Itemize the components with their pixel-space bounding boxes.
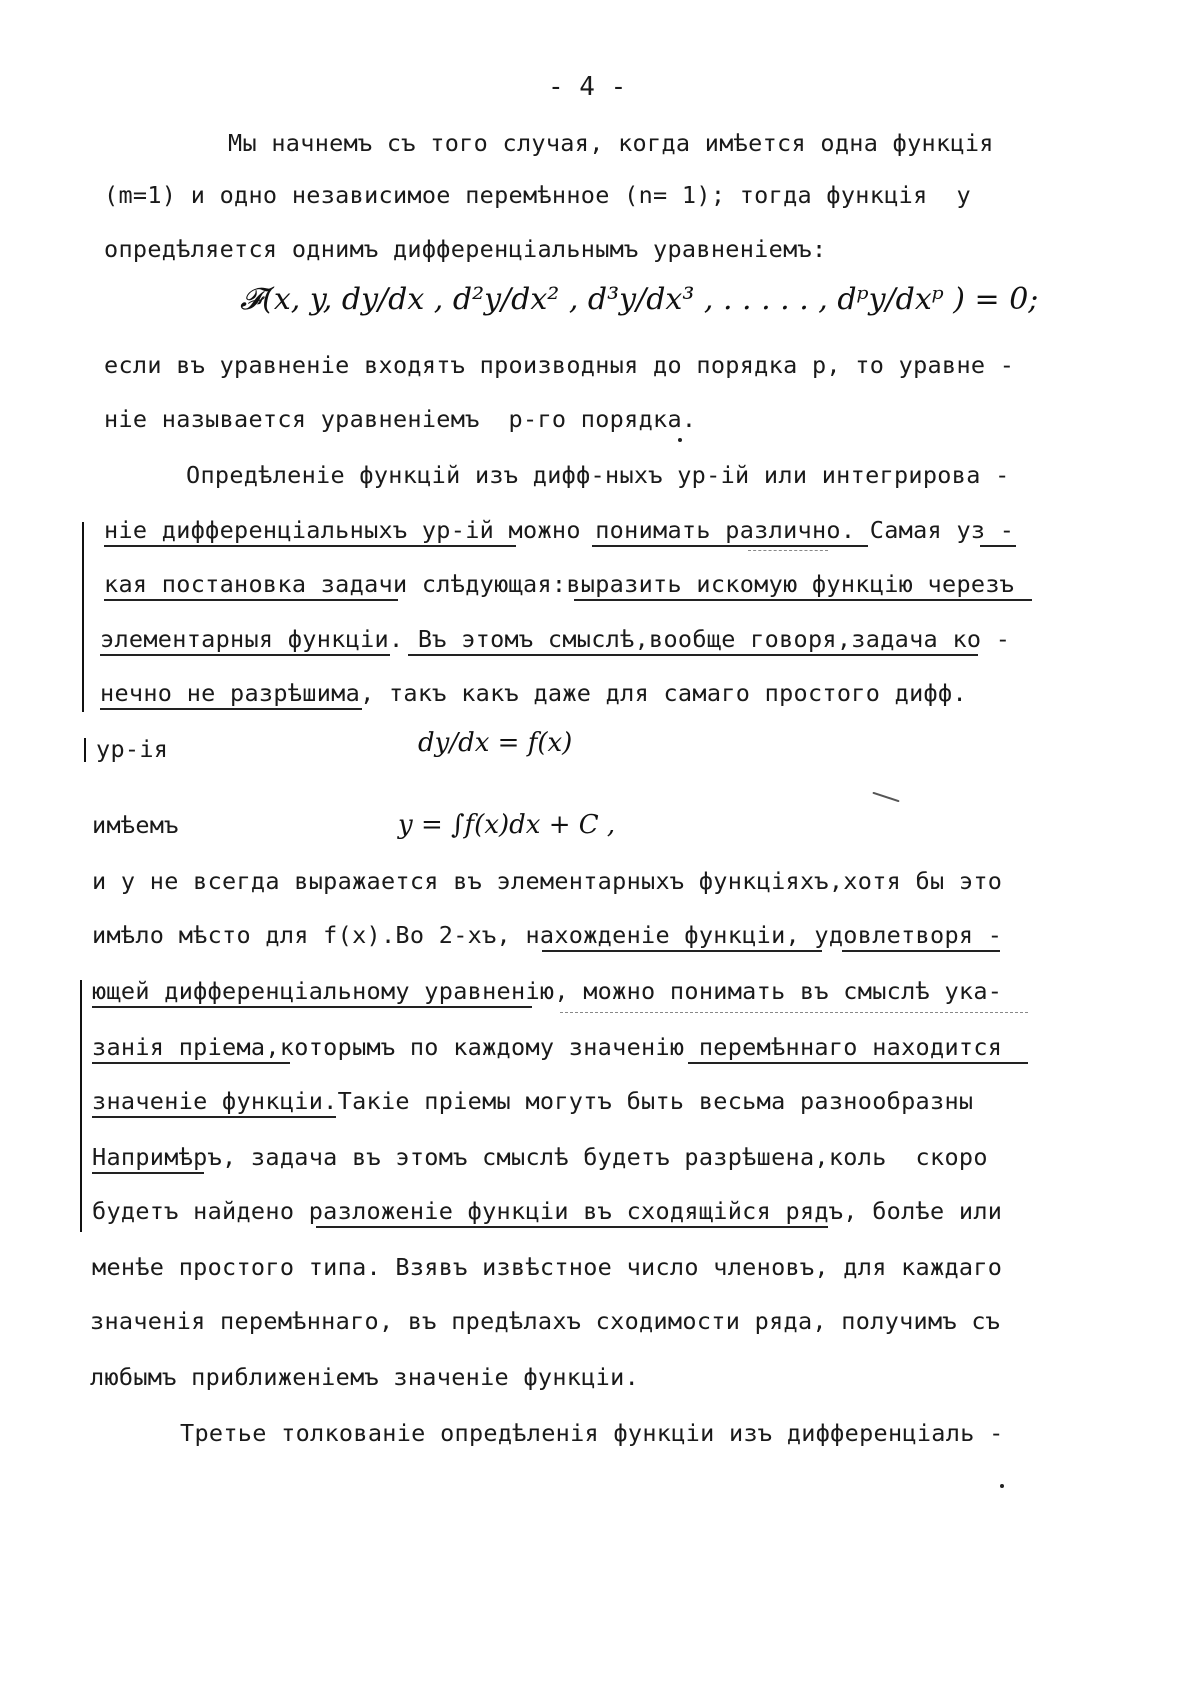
underline (104, 599, 398, 601)
text-line: кая постановка задачи слѣдующая:выразить искомую функцію черезъ (104, 570, 1015, 598)
page-number: - 4 - (548, 72, 627, 102)
text-line: нечно не разрѣшима, такъ какъ даже для самаго простого дифф. (100, 679, 967, 707)
underline (100, 654, 390, 656)
text-line: значенія перемѣннаго, въ предѣлахъ сходимости ряда, получимъ съ (90, 1307, 1001, 1335)
text-line: имѣемъ (92, 811, 179, 839)
margin-mark (80, 980, 82, 1232)
text-line: занія пріема,которымъ по каждому значенію перемѣннаго находится (92, 1033, 1003, 1061)
text-line: ур-ія (96, 735, 169, 763)
scan-speck (1000, 1484, 1004, 1488)
text-line: Напримѣръ, задача въ этомъ смыслѣ будетъ разрѣшена,коль скоро (92, 1143, 988, 1171)
scan-speck (872, 792, 899, 803)
text-line: (m=1) и одно независимое перемѣнное (n= 1); тогда функція у (104, 181, 971, 209)
text-line: будетъ найдено разложеніе функціи въ сходящійся рядъ, болѣе или (92, 1197, 1003, 1225)
text-line: имѣло мѣсто для f(x).Во 2-хъ, нахожденіе функціи, удовлетворя - (92, 921, 1003, 949)
underline (316, 1226, 828, 1228)
underline (592, 545, 868, 547)
underline (574, 599, 1032, 601)
text-line: если въ уравненіе входятъ производныя до порядка р, то уравне - (104, 351, 1015, 379)
underline (92, 1062, 290, 1064)
pencil-mark (748, 550, 828, 552)
differential-equation-formula: 𝓕(x, y, dy/dx , d²y/dx² , d³y/dx³ , . . . . . , dᵖy/dxᵖ ) = 0; (240, 282, 1039, 317)
text-line: любымъ приближеніемъ значеніе функціи. (90, 1363, 640, 1391)
text-line: элементарныя функціи. Въ этомъ смыслѣ,вообще говоря,задача ко - (100, 625, 1011, 653)
underline (104, 545, 516, 547)
text-line: Опредѣленіе функцій изъ дифф-ныхъ ур-ій или интегрирова - (186, 461, 1010, 489)
margin-mark (84, 738, 86, 762)
text-line: Мы начнемъ съ того случая, когда имѣется одна функція (228, 129, 994, 157)
underline (92, 1172, 204, 1174)
pencil-mark (560, 1012, 1028, 1014)
underline (688, 1062, 1028, 1064)
underline (92, 1116, 336, 1118)
text-line: Третье толкованіе опредѣленія функціи изъ дифференціаль - (180, 1419, 1004, 1447)
text-line: ющей дифференціальному уравненію, можно понимать въ смыслѣ ука- (92, 977, 1003, 1005)
underline (92, 1006, 532, 1008)
underline (842, 950, 1000, 952)
text-line: ніе дифференціальныхъ ур-ій можно понимать различно. Самая уз - (104, 516, 1015, 544)
margin-mark (82, 522, 84, 712)
text-line: ніе называется уравненіемъ р-го порядка. (104, 405, 697, 433)
integral-formula: y = ∫f(x)dx + C , (398, 810, 616, 840)
text-line: и у не всегда выражается въ элементарныхъ функціяхъ,хотя бы это (92, 867, 1003, 895)
underline (980, 545, 1016, 547)
underline (408, 654, 978, 656)
scan-speck (678, 438, 682, 442)
text-line: значеніе функціи.Такіе пріемы могутъ быть весьма разнообразны (92, 1087, 974, 1115)
underline (542, 950, 822, 952)
text-line: опредѣляется однимъ дифференціальнымъ уравненіемъ: (104, 235, 827, 263)
simple-equation-formula: dy/dx = f(x) (418, 728, 573, 758)
text-line: менѣе простого типа. Взявъ извѣстное число членовъ, для каждаго (92, 1253, 1003, 1281)
underline (100, 708, 362, 710)
